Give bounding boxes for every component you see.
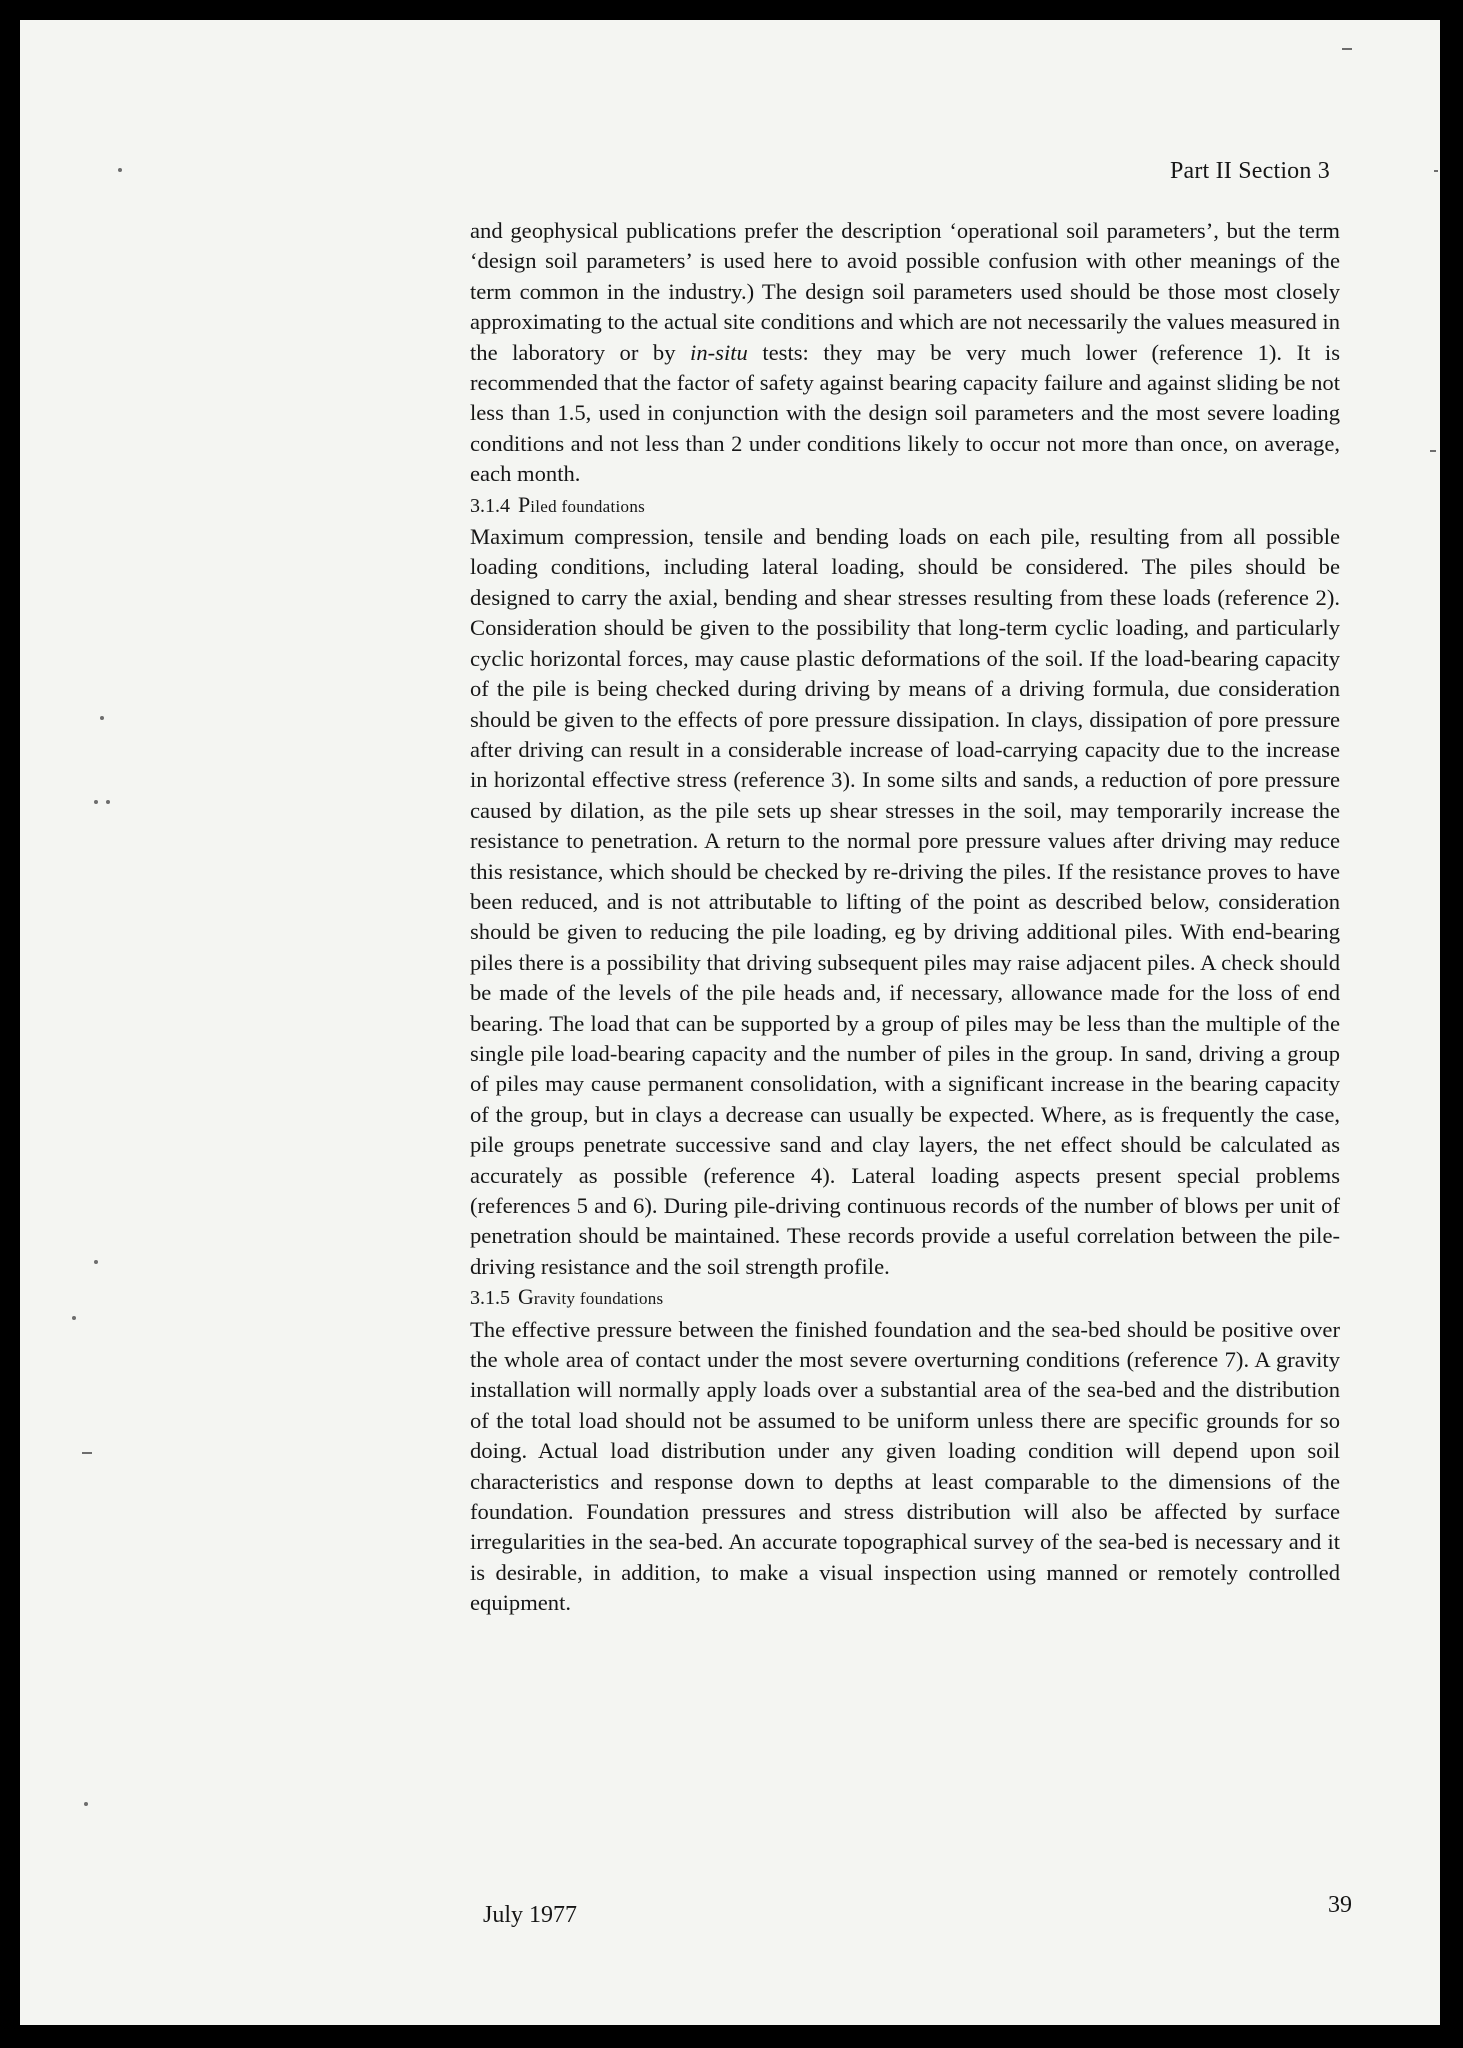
scan-speck <box>1434 170 1438 172</box>
scan-speck <box>118 168 122 172</box>
heading-title-rest: iled foundations <box>530 496 646 516</box>
scan-speck <box>1430 450 1436 452</box>
heading-gravity-foundations <box>470 1282 1340 1314</box>
paragraph-1-text: and geophysical publications prefer the description ‘operational soil parameters’, but the term ‘design soil parameters’ is used here to avoid possible confusion with other meanings of the term common in the industry.) The design soil parameters used should be those most closely approximating to the actual site conditions and which are not necessarily the values measured in the laboratory or by <box>470 218 1340 365</box>
paragraph-1-italic: in-situ <box>690 339 748 365</box>
scan-speck <box>84 1802 88 1806</box>
document-page <box>20 20 1440 2025</box>
scan-speck <box>1342 48 1352 50</box>
footer-date: July 1977 <box>483 1902 578 1928</box>
heading-title-initial: P <box>518 491 531 517</box>
paragraph-3: The effective pressure between the finished foundation and the sea-bed should be positive over the whole area of contact under the most severe overturning conditions (reference 7). A gravity installation will normally apply loads over a substantial area of the sea-bed and the distribution of the total load should not be assumed to be uniform unless there are specific grounds for so doing. Actual load distribution under any given loading condition will depend upon soil characteristics and response down to depths at least comparable to the dimensions of the foundation. Foundation pressures and stress distribution will also be affected by surface irregularities in the sea-bed. An accurate topographical survey of the sea-bed is necessary and it is desirable, in addition, to make a visual inspection using manned or remotely controlled equipment. <box>470 1316 1340 1616</box>
heading-piled-foundations <box>470 490 1340 522</box>
heading-title-rest: ravity foundations <box>533 1289 664 1309</box>
scan-speck <box>94 1260 98 1264</box>
heading-number: 3.1.5 <box>470 1287 510 1310</box>
section-header: Part II Section 3 <box>1169 158 1330 184</box>
paragraph-1-text-rest: tests: they may be very much lower (reference 1). It is recommended that the factor of safety against bearing capacity failure and against sliding be not less than 1.5, used in conjunction with the design soil parameters and the most severe loading conditions and not less than 2 under conditions likely to occur not more than once, on average, each month. <box>470 339 1340 487</box>
scan-speck <box>100 716 104 720</box>
body-text <box>470 216 1340 1619</box>
scan-speck <box>94 800 98 804</box>
scan-speck <box>82 1452 92 1454</box>
page-number: 39 <box>1328 1892 1352 1918</box>
paragraph-2: Maximum compression, tensile and bending loads on each pile, resulting from all possible loading conditions, including lateral loading, should be considered. The piles should be designed to carry the axial, bending and shear stresses resulting from these loads (reference 2). Consideration should be given to the possibility that long-term cyclic loading, and particularly cyclic horizontal forces, may cause plastic deformations of the soil. If the load-bearing capacity of the pile is being checked during driving by means of a driving formula, due consideration should be given to the effects of pore pressure dissipation. In clays, dissipation of pore pressure after driving can result in a considerable increase of load-carrying capacity due to the increase in horizontal effective stress (reference 3). In some silts and sands, a reduction of pore pressure caused by dilation, as the pile sets up shear stresses in the soil, may temporarily increase the resistance to penetration. A return to the normal pore pressure values after driving may reduce this resistance, which should be checked by re-driving the piles. If the resistance proves to have been reduced, and is not attributable to lifting of the point as described below, consideration should be given to reducing the pile loading, eg by driving additional piles. With end-bearing piles there is a possibility that driving subsequent piles may raise adjacent piles. A check should be made of the levels of the pile heads and, if necessary, allowance made for the loss of end bearing. The load that can be supported by a group of piles may be less than the multiple of the single pile load-bearing capacity and the number of piles in the group. In sand, driving a group of piles may cause permanent consolidation, with a significant increase in the bearing capacity of the group, but in clays a decrease can usually be expected. Where, as is frequently the case, pile groups penetrate successive sand and clay layers, the net effect should be calculated as accurately as possible (reference 4). Lateral loading aspects present special problems (references 5 and 6). During pile-driving continuous records of the number of blows per unit of penetration should be maintained. These records provide a useful correlation between the pile-driving resistance and the soil strength profile. <box>470 524 1340 1279</box>
paragraph-1 <box>470 216 1340 490</box>
heading-number: 3.1.4 <box>470 494 510 517</box>
scan-speck <box>106 800 110 804</box>
scan-speck <box>72 1316 76 1320</box>
heading-title-initial: G <box>518 1284 534 1310</box>
